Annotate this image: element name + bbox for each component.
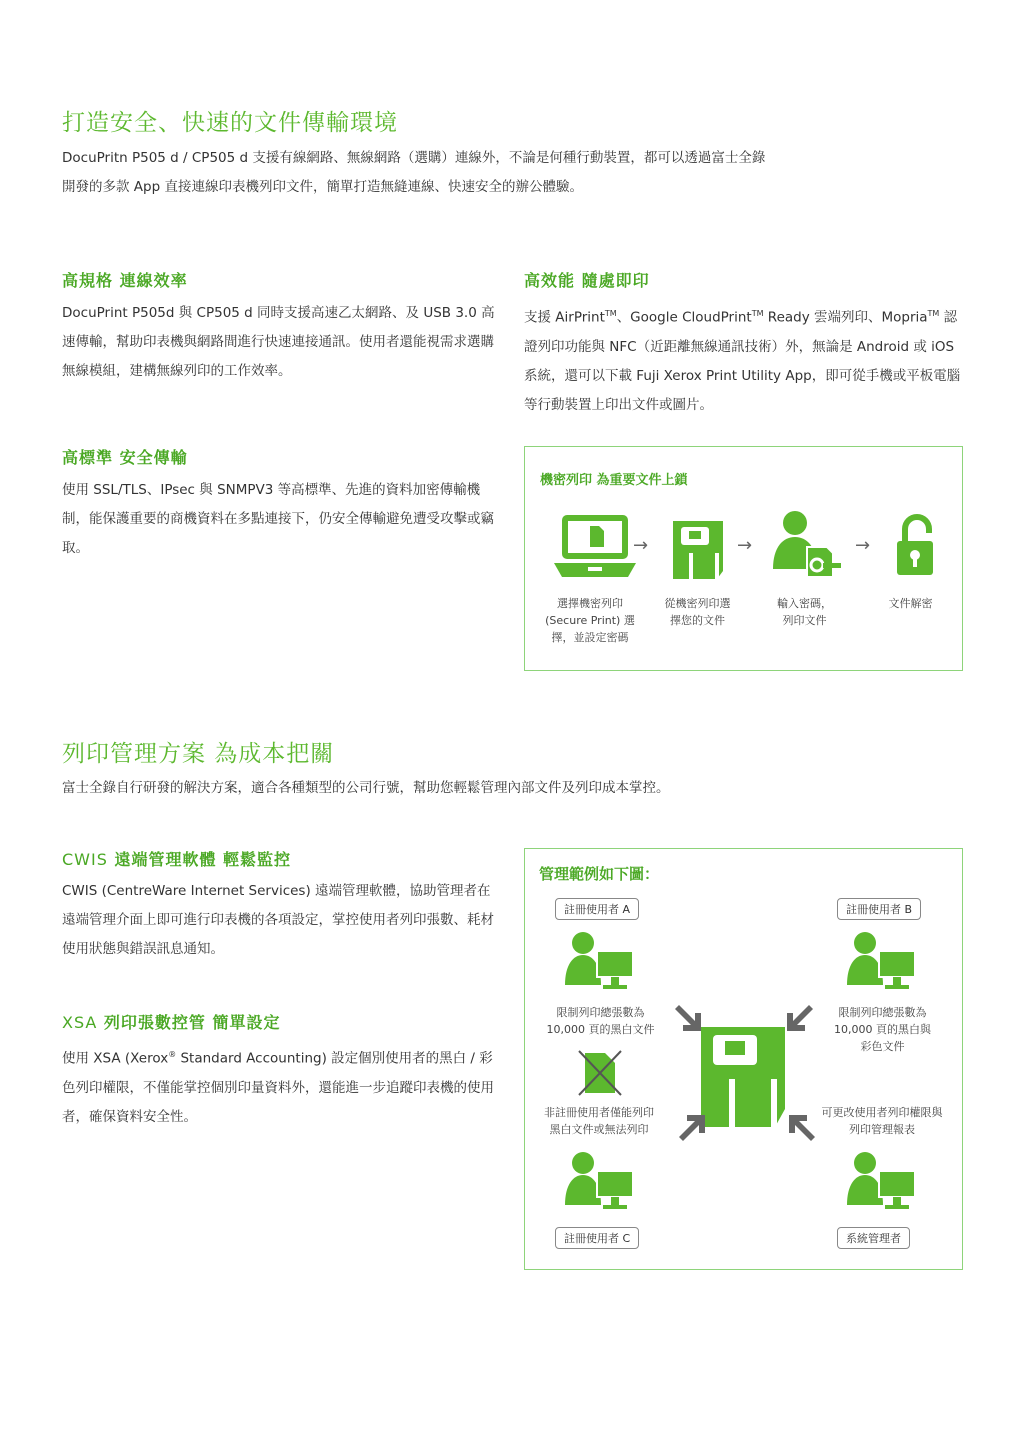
section2-title: 列印管理方案 為成本把關	[62, 741, 335, 767]
arrow-up-right-icon	[675, 1109, 711, 1145]
secure-step-1-caption: 選擇機密列印 (Secure Print) 選 擇，並設定密碼	[545, 597, 635, 644]
unlocked-padlock-icon	[895, 513, 935, 577]
block-d-title: CWIS 遠端管理軟體 輕鬆監控	[62, 850, 292, 869]
arrow-down-left-icon	[781, 1001, 817, 1037]
secure-step-3-caption: 輸入密碼， 列印文件	[777, 597, 832, 627]
admin-computer-icon	[847, 1149, 919, 1215]
user-b-tag: 註冊使用者 B	[837, 898, 921, 920]
admin-caption: 可更改使用者列印權限與 列印管理報表	[821, 1106, 943, 1136]
section1-title: 打造安全、快速的文件傳輸環境	[62, 110, 398, 136]
section1-intro-line2: 開發的多款 App 直接連線印表機列印文件，簡單打造無縫連線、快速安全的辦公體驗。	[62, 179, 583, 195]
arrow-right-icon: →	[855, 535, 871, 556]
user-computer-icon	[565, 1149, 637, 1215]
laptop-icon	[550, 513, 640, 579]
block-a-body: DocuPrint P505d 與 CP505 d 同時支援高速乙太網路、及 USB 3.0 高速傳輸，幫助印表機與網路間進行快速連接通訊。使用者還能視需求選購無線模組，建構無線列印的工作效率。	[62, 305, 495, 379]
admin-tag: 系統管理者	[837, 1227, 910, 1249]
block-d-body: CWIS (CentreWare Internet Services) 遠端管理軟體，協助管理者在遠端管理介面上即可進行印表機的各項設定，掌控使用者列印張數、耗材使用狀態與錯誤訊息通知。	[62, 883, 494, 957]
printer-icon	[667, 517, 729, 581]
user-b-caption: 限制列印總張數為 10,000 頁的黑白與 彩色文件	[834, 1006, 931, 1053]
user-computer-icon	[565, 929, 637, 995]
management-title: 管理範例如下圖：	[539, 865, 660, 883]
arrow-up-left-icon	[783, 1109, 819, 1145]
user-c-caption: 非註冊使用者僅能列印 黑白文件或無法列印	[544, 1106, 654, 1136]
secure-print-box	[524, 446, 963, 671]
block-e-title: XSA 列印張數控管 簡單設定	[62, 1013, 281, 1032]
management-box	[524, 848, 963, 1270]
secure-print-title: 機密列印 為重要文件上鎖	[540, 473, 688, 488]
user-a-caption: 限制列印總張數為 10,000 頁的黑白文件	[546, 1006, 655, 1036]
block-e-body: 使用 XSA (Xerox® Standard Accounting) 設定個別使用者的黑白 / 彩色列印權限，不僅能掌控個別印量資料外，還能進一步追蹤印表機的使用者，確保資料安全性。	[62, 1050, 494, 1125]
block-b-title: 高效能 隨處即印	[524, 271, 650, 290]
block-b-body: 支援 AirPrint™、Google CloudPrint™ Ready 雲端列印、Mopria™ 認證列印功能與 NFC（近距離無線通訊技術）外，無論是 Android 或 iOS 系統，還可以下載 Fuji Xerox Print Utility App，即可從手機或平板電腦等行動裝置上印出文件或圖片。	[524, 309, 961, 413]
user-key-icon	[771, 509, 845, 581]
arrow-right-icon: →	[633, 535, 649, 556]
section1-intro-line1: DocuPritn P505 d / CP505 d 支援有線網路、無線網路（選購）連線外，不論是何種行動裝置，都可以透過富士全錄	[62, 150, 766, 166]
user-computer-icon	[847, 929, 919, 995]
arrow-right-icon: →	[737, 535, 753, 556]
blocked-document-icon	[577, 1049, 623, 1097]
secure-step-2-caption: 從機密列印選 擇您的文件	[664, 597, 731, 627]
arrow-down-right-icon	[671, 1001, 707, 1037]
secure-step-4-caption: 文件解密	[888, 597, 933, 610]
user-c-tag: 註冊使用者 C	[555, 1227, 639, 1249]
user-a-tag: 註冊使用者 A	[555, 898, 639, 920]
section2-intro: 富士全錄自行研發的解決方案，適合各種類型的公司行號，幫助您輕鬆管理內部文件及列印成本掌控。	[62, 780, 670, 796]
block-c-title: 高標準 安全傳輸	[62, 448, 188, 467]
block-a-title: 高規格 連線效率	[62, 271, 188, 290]
block-c-body: 使用 SSL/TLS、IPsec 與 SNMPV3 等高標準、先進的資料加密傳輸機制，能保護重要的商機資料在多點連接下，仍安全傳輸避免遭受攻擊或竊取。	[62, 482, 494, 556]
